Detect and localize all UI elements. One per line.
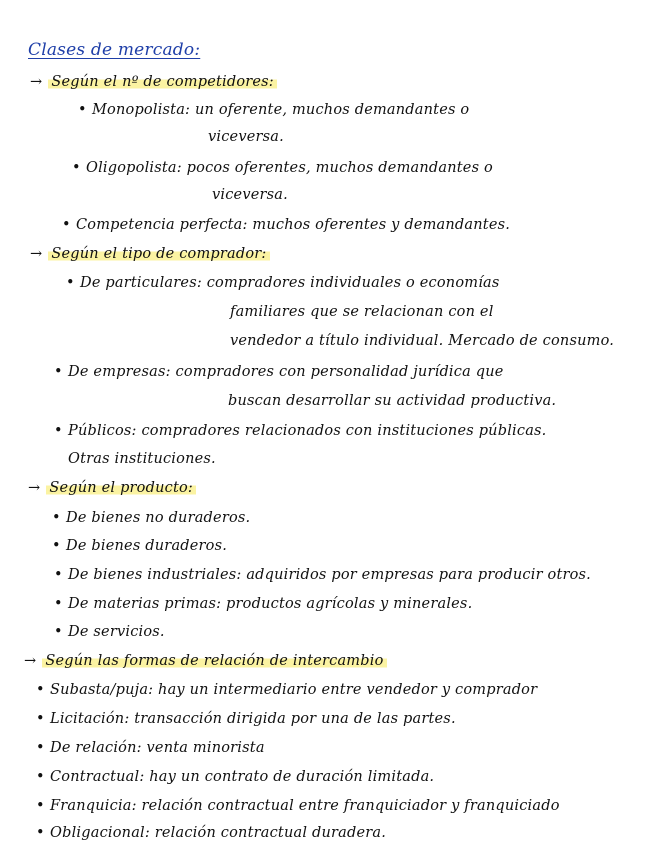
list-item <box>72 158 493 178</box>
list-item <box>36 796 560 816</box>
section-heading <box>24 651 387 671</box>
section-heading-text: Según el nº de competidores: <box>48 74 277 90</box>
list-item-continuation: viceversa. <box>208 129 284 145</box>
list-item-text: De bienes industriales: adquiridos por empresas para producir otros. <box>68 567 591 583</box>
list-item-continuation: Otras instituciones. <box>68 451 216 467</box>
bullet-icon: • <box>52 510 61 526</box>
list-item-continuation: vendedor a título individual. Mercado de consumo. <box>230 333 615 349</box>
list-item-text: Contractual: hay un contrato de duración limitada. <box>50 769 435 785</box>
bullet-icon: • <box>36 711 45 727</box>
list-item-text: De servicios. <box>68 624 165 640</box>
list-item <box>66 273 500 293</box>
section-heading <box>30 72 277 92</box>
bullet-icon: • <box>54 423 63 439</box>
list-item-continuation: familiares que se relacionan con el <box>230 304 494 320</box>
list-item-continuation: viceversa. <box>212 187 288 203</box>
bullet-icon: • <box>54 364 63 380</box>
section-heading-text: Según el tipo de comprador: <box>48 246 269 262</box>
arrow-icon: → <box>30 74 43 90</box>
bullet-icon: • <box>54 567 63 583</box>
list-item-text: Monopolista: un oferente, muchos demandantes o <box>92 102 470 118</box>
bullet-icon: • <box>52 538 61 554</box>
list-item <box>36 680 537 700</box>
list-item-text: De bienes duraderos. <box>66 538 228 554</box>
list-item-text: Licitación: transacción dirigida por una de las partes. <box>50 711 456 727</box>
list-item-text: Públicos: compradores relacionados con instituciones públicas. <box>68 423 547 439</box>
list-item-text: De relación: venta minorista <box>50 740 265 756</box>
list-item <box>36 823 386 843</box>
bullet-icon: • <box>54 624 63 640</box>
list-item <box>36 738 265 758</box>
bullet-icon: • <box>66 275 75 291</box>
list-item-continuation: buscan desarrollar su actividad productiva. <box>228 393 557 409</box>
bullet-icon: • <box>54 596 63 612</box>
list-item <box>54 362 504 382</box>
bullet-icon: • <box>62 217 71 233</box>
section-heading-text: Según el producto: <box>46 480 196 496</box>
list-item-text: De bienes no duraderos. <box>66 510 251 526</box>
section-heading <box>28 478 196 498</box>
list-item <box>54 421 547 441</box>
list-item-text: De empresas: compradores con personalidad jurídica que <box>68 364 504 380</box>
list-item-text: Subasta/puja: hay un intermediario entre vendedor y comprador <box>50 682 538 698</box>
list-item <box>52 508 250 528</box>
list-item-text: De particulares: compradores individuales o economías <box>80 275 500 291</box>
arrow-icon: → <box>30 246 43 262</box>
arrow-icon: → <box>28 480 41 496</box>
section-heading <box>30 244 270 264</box>
list-item <box>54 565 591 585</box>
bullet-icon: • <box>72 160 81 176</box>
section-heading-text: Según las formas de relación de intercambio <box>42 653 386 669</box>
list-item <box>36 709 456 729</box>
arrow-icon: → <box>24 653 37 669</box>
list-item-text: Oligopolista: pocos oferentes, muchos demandantes o <box>86 160 493 176</box>
list-item-text: Obligacional: relación contractual duradera. <box>50 825 387 841</box>
bullet-icon: • <box>36 769 45 785</box>
bullet-icon: • <box>36 740 45 756</box>
bullet-icon: • <box>36 825 45 841</box>
list-item <box>52 536 227 556</box>
bullet-icon: • <box>36 798 45 814</box>
list-item <box>36 767 434 787</box>
bullet-icon: • <box>36 682 45 698</box>
page-title: Clases de mercado: <box>28 40 201 60</box>
list-item-text: Competencia perfecta: muchos oferentes y demandantes. <box>76 217 511 233</box>
bullet-icon: • <box>78 102 87 118</box>
list-item <box>54 594 472 614</box>
list-item <box>62 215 510 235</box>
list-item-text: De materias primas: productos agrícolas y minerales. <box>68 596 473 612</box>
list-item <box>78 100 469 120</box>
list-item <box>54 622 165 642</box>
list-item-text: Franquicia: relación contractual entre franquiciador y franquiciado <box>50 798 560 814</box>
